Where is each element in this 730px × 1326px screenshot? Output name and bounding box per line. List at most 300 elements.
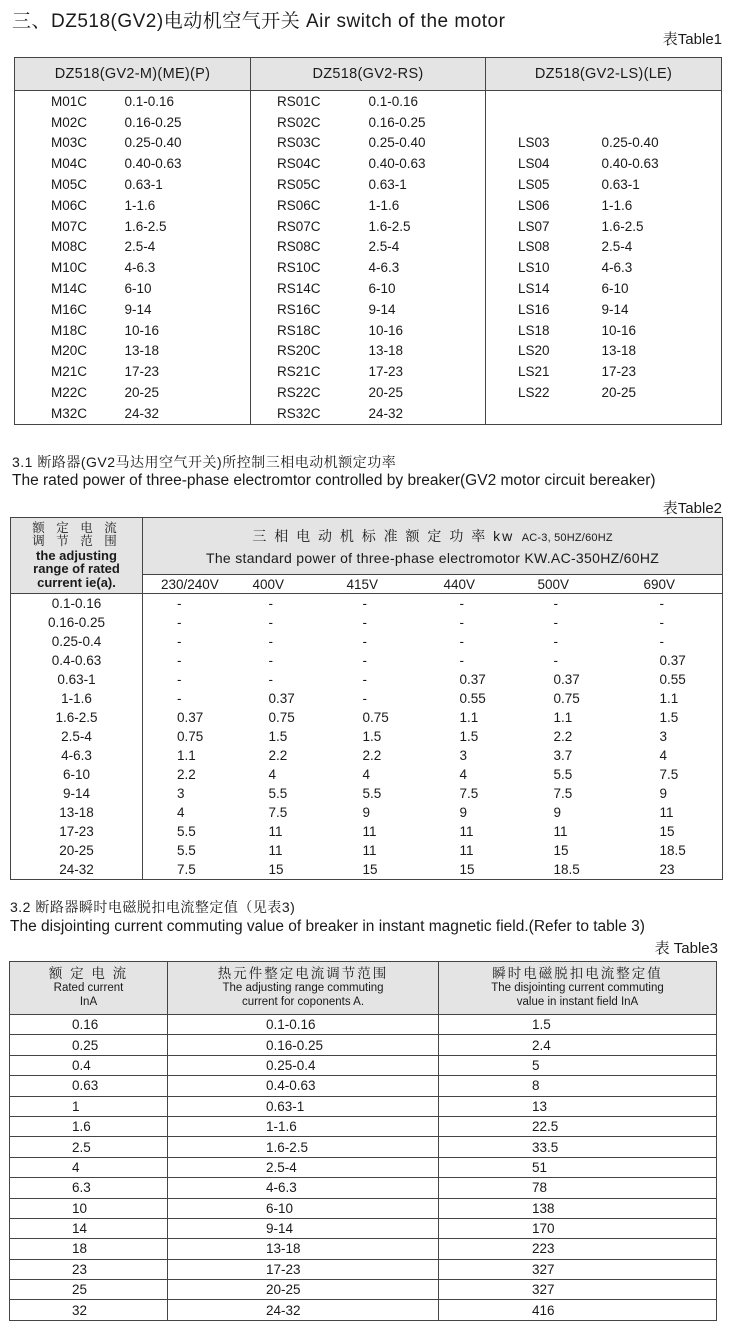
table3-cell: 327: [439, 1280, 717, 1300]
table1-cell: M01C: [51, 93, 88, 109]
table1-cell: 2.5-4: [121, 237, 251, 258]
table1-cell: RS20C: [277, 343, 321, 359]
table1-cell: [486, 112, 594, 133]
table-row: [15, 299, 722, 320]
table1-header: DZ518(GV2-LS)(LE): [486, 58, 722, 91]
power-cell: 5.5: [268, 786, 288, 801]
power-cell: 7.5: [553, 786, 573, 801]
table1-cell: 0.1-0.16: [121, 91, 251, 112]
table1-cell: 24-32: [359, 403, 486, 424]
table-row: [15, 174, 722, 195]
table1-cell: 13-18: [359, 341, 486, 362]
table3-cell: 0.16-0.25: [168, 1035, 439, 1055]
table1-cell: 10-16: [121, 320, 251, 341]
power-cell: 5.5: [553, 767, 573, 782]
table-row: [10, 1137, 717, 1157]
table3-cell: 138: [439, 1198, 717, 1218]
table3-cell: 32: [10, 1300, 168, 1320]
table3-cell: 14: [10, 1218, 168, 1238]
power-cell: 0.75: [553, 691, 580, 706]
power-cell: -: [553, 634, 558, 649]
power-cell: -: [459, 634, 464, 649]
table-row: [10, 1218, 717, 1238]
table2-top-header-small: AC-3, 50HZ/60HZ: [521, 532, 613, 544]
table3-cell: 18: [10, 1239, 168, 1259]
table1-cell: RS02C: [277, 114, 321, 130]
table2-label: 表Table2: [662, 500, 722, 517]
current-range-cell: 13-18: [11, 803, 143, 822]
table-row: [10, 1198, 717, 1218]
table-row: [11, 765, 723, 784]
table-row: [15, 382, 722, 403]
table1-cell: 10-16: [359, 320, 486, 341]
table3-cell: 0.63: [10, 1076, 168, 1096]
table1-header: DZ518(GV2-RS): [251, 58, 486, 91]
power-cell: 18.5: [659, 843, 686, 858]
power-cell: 1.1: [459, 710, 479, 725]
table1-cell: 17-23: [121, 361, 251, 382]
power-cell: 0.75: [177, 729, 204, 744]
table1-cell: 0.16-0.25: [121, 112, 251, 133]
current-range-cell: 1.6-2.5: [11, 708, 143, 727]
table1-cell: 4-6.3: [601, 260, 633, 276]
power-cell: -: [362, 615, 367, 630]
table1-cell: LS05: [518, 177, 550, 193]
table-row: [10, 1300, 717, 1320]
power-cell: 7.5: [268, 805, 288, 820]
table1-cell: 24-32: [121, 403, 251, 424]
power-cell: -: [177, 653, 182, 668]
power-cell: -: [177, 634, 182, 649]
table1-cell: LS21: [518, 364, 550, 380]
power-cell: -: [659, 596, 664, 611]
table1-cell: 2.5-4: [601, 239, 633, 255]
table-row: [11, 632, 723, 651]
table3-cell: 13-18: [168, 1239, 439, 1259]
current-range-cell: 0.63-1: [11, 670, 143, 689]
table-row: [10, 1116, 717, 1136]
table1-cell: M18C: [51, 322, 88, 338]
table3-cell: 9-14: [168, 1218, 439, 1238]
table-row: [11, 822, 723, 841]
power-cell: 5.5: [177, 843, 196, 858]
power-cell: 11: [362, 843, 377, 858]
power-cell: 1.1: [659, 691, 679, 706]
table3-cell: 327: [439, 1259, 717, 1279]
power-cell: 2.2: [177, 767, 196, 782]
power-cell: 1.5: [659, 710, 679, 725]
table1-cell: RS14C: [277, 281, 321, 297]
power-cell: -: [459, 653, 464, 668]
power-cell: 4: [459, 767, 468, 782]
current-range-cell: 20-25: [11, 841, 143, 860]
power-cell: -: [268, 596, 273, 611]
table3-cell: 0.63-1: [168, 1096, 439, 1116]
table1-cell: M05C: [51, 177, 88, 193]
table2-current-header: [11, 518, 143, 594]
table1-cell: 0.63-1: [601, 177, 640, 193]
table3-header: [439, 962, 717, 1015]
table3-header-en: current for coponents A.: [241, 996, 365, 1008]
table1-cell: RS08C: [277, 239, 321, 255]
table-row: [15, 341, 722, 362]
table1-cell: LS10: [518, 260, 550, 276]
table1-cell: 1-1.6: [121, 195, 251, 216]
table1-cell: 1.6-2.5: [121, 216, 251, 237]
table-row: [11, 613, 723, 632]
power-cell: 1.1: [177, 748, 196, 763]
table-row: [15, 91, 722, 112]
table-row: [11, 670, 723, 689]
table1-cell: [594, 403, 722, 424]
table1-cell: RS04C: [277, 156, 321, 172]
table3-cell: 6.3: [10, 1178, 168, 1198]
table-row: [10, 1055, 717, 1075]
power-cell: 11: [659, 805, 674, 820]
table1-cell: LS04: [518, 156, 550, 172]
power-cell: 15: [659, 824, 675, 839]
power-cell: 3: [459, 748, 468, 763]
table1-cell: 17-23: [359, 361, 486, 382]
table2-top-header-en: The standard power of three-phase electromotor KW.AC-350HZ/60HZ: [205, 550, 660, 566]
power-cell: -: [177, 615, 182, 630]
table1-cell: RS01C: [277, 93, 321, 109]
table2-power-header: [143, 518, 723, 575]
current-range-cell: 1-1.6: [11, 689, 143, 708]
table1-cell: M07C: [51, 218, 88, 234]
power-cell: 7.5: [659, 767, 679, 782]
power-cell: 9: [459, 805, 468, 820]
table3-header-cn: 热元件整定电流调节范围: [217, 966, 389, 981]
table3-cell: 170: [439, 1218, 717, 1238]
power-cell: -: [553, 596, 558, 611]
table3-cell: 1.5: [439, 1015, 717, 1035]
table1-cell: M21C: [51, 364, 88, 380]
table1-cell: 0.25-0.40: [121, 133, 251, 154]
section-3-2-title-en: The disjointing current commuting value of breaker in instant magnetic field.(Refer to table 3): [10, 918, 645, 935]
power-cell: -: [362, 653, 367, 668]
section-3-1-title-cn: 3.1 断路器(GV2马达用空气开关)所控制三相电动机额定功率: [12, 454, 397, 470]
table2-left-header-en-3: current ie(a).: [37, 574, 116, 590]
table1-cell: 20-25: [121, 382, 251, 403]
table-row: [15, 257, 722, 278]
table2-top-header-cn: 三 相 电 动 机 标 准 额 定 功 率 kw: [252, 528, 515, 544]
table3-cell: 8: [439, 1076, 717, 1096]
table3-cell: 0.4-0.63: [168, 1076, 439, 1096]
power-cell: 15: [459, 862, 475, 877]
table1-cell: RS22C: [277, 385, 321, 401]
table-row: [15, 320, 722, 341]
table-row: [15, 361, 722, 382]
table2-left-header-en-1: the adjusting: [36, 547, 117, 563]
table1-cell: 1-1.6: [359, 195, 486, 216]
table-row: [15, 195, 722, 216]
table3-cell: 0.4: [10, 1055, 168, 1075]
table3-cell: 10: [10, 1198, 168, 1218]
table1-cell: 6-10: [121, 278, 251, 299]
table3-header: [10, 962, 168, 1015]
table3-cell: 1: [10, 1096, 168, 1116]
power-cell: 3.7: [553, 748, 573, 763]
table3-cell: 20-25: [168, 1280, 439, 1300]
table-row: [11, 784, 723, 803]
power-cell: 5.5: [362, 786, 382, 801]
table1-cell: 4-6.3: [121, 257, 251, 278]
power-cell: 0.37: [459, 672, 486, 687]
table3: [9, 961, 717, 1321]
power-cell: 9: [553, 805, 562, 820]
table1-cell: RS16C: [277, 301, 321, 317]
power-cell: 3: [177, 786, 185, 801]
table1-cell: LS22: [518, 385, 550, 401]
table1-label: 表Table1: [662, 31, 722, 48]
power-cell: 0.75: [362, 710, 389, 725]
table1-cell: RS05C: [277, 177, 321, 193]
table-row: [11, 727, 723, 746]
table3-header: [168, 962, 439, 1015]
power-cell: 1.5: [362, 729, 382, 744]
power-cell: 15: [268, 862, 284, 877]
voltage-header: 230/240V: [143, 575, 235, 594]
table-row: [11, 689, 723, 708]
current-range-cell: 9-14: [11, 784, 143, 803]
table3-cell: 17-23: [168, 1259, 439, 1279]
power-cell: 11: [459, 843, 474, 858]
table1-cell: 9-14: [601, 301, 629, 317]
page-title: 三、DZ518(GV2)电动机空气开关 Air switch of the motor: [12, 11, 506, 32]
table1-header: DZ518(GV2-M)(ME)(P): [15, 58, 251, 91]
power-cell: -: [553, 615, 558, 630]
power-cell: 9: [659, 786, 668, 801]
table1-cell: 1.6-2.5: [601, 218, 644, 234]
table-row: [11, 860, 723, 880]
table1-cell: 20-25: [359, 382, 486, 403]
table3-header-en: value in instant field InA: [516, 996, 639, 1008]
power-cell: -: [177, 691, 182, 706]
current-range-cell: 0.4-0.63: [11, 651, 143, 670]
table1-cell: 1.6-2.5: [359, 216, 486, 237]
voltage-header: 400V: [235, 575, 329, 594]
table1-cell: LS14: [518, 281, 550, 297]
power-cell: 0.37: [553, 672, 580, 687]
table-row: [10, 1096, 717, 1116]
table1-cell: LS03: [518, 135, 550, 151]
table1-cell: M08C: [51, 239, 88, 255]
table-row: [10, 1015, 717, 1035]
table-row: [15, 278, 722, 299]
table3-cell: 4: [10, 1157, 168, 1177]
table1-cell: 0.40-0.63: [121, 153, 251, 174]
table1-cell: RS10C: [277, 260, 321, 276]
table1-cell: M32C: [51, 405, 88, 421]
table1-cell: 2.5-4: [359, 237, 486, 258]
table-row: [10, 1035, 717, 1055]
table3-cell: 23: [10, 1259, 168, 1279]
power-cell: 2.2: [553, 729, 573, 744]
power-cell: -: [362, 672, 367, 687]
power-cell: -: [268, 634, 273, 649]
power-cell: 0.37: [177, 710, 204, 725]
table1-cell: RS06C: [277, 197, 321, 213]
table1-cell: RS18C: [277, 322, 321, 338]
table1-cell: M04C: [51, 156, 88, 172]
table1-cell: 4-6.3: [359, 257, 486, 278]
table1-cell: 0.1-0.16: [359, 91, 486, 112]
power-cell: 9: [362, 805, 371, 820]
table1-cell: M22C: [51, 385, 88, 401]
table1-cell: 20-25: [601, 385, 637, 401]
table-row: [15, 112, 722, 133]
power-cell: 7.5: [459, 786, 479, 801]
power-cell: 11: [268, 843, 283, 858]
power-cell: -: [177, 672, 182, 687]
power-cell: 0.55: [659, 672, 686, 687]
table3-cell: 0.16: [10, 1015, 168, 1035]
power-cell: 11: [459, 824, 474, 839]
table2-left-header-en-2: range of rated: [33, 561, 120, 577]
table3-cell: 2.4: [439, 1035, 717, 1055]
power-cell: 1.1: [553, 710, 573, 725]
table3-cell: 1-1.6: [168, 1116, 439, 1136]
power-cell: 11: [362, 824, 377, 839]
power-cell: -: [459, 615, 464, 630]
power-cell: 1.5: [268, 729, 288, 744]
section-3-2-title-cn: 3.2 断路器瞬时电磁脱扣电流整定值（见表3): [10, 899, 296, 915]
table-row: [10, 1259, 717, 1279]
power-cell: -: [268, 653, 273, 668]
power-cell: 7.5: [177, 862, 196, 877]
table-row: [10, 1178, 717, 1198]
table1-cell: 13-18: [121, 341, 251, 362]
power-cell: -: [659, 634, 664, 649]
table3-cell: 223: [439, 1239, 717, 1259]
table1-cell: LS08: [518, 239, 550, 255]
table3-header-en: The disjointing current commuting: [491, 982, 664, 994]
table3-header-cn: 额 定 电 流: [48, 966, 129, 981]
table1-cell: 9-14: [359, 299, 486, 320]
table3-cell: 5: [439, 1055, 717, 1075]
table1-cell: LS06: [518, 197, 550, 213]
table1-cell: LS20: [518, 343, 550, 359]
table1-cell: M14C: [51, 281, 88, 297]
table1-cell: RS07C: [277, 218, 321, 234]
table1-cell: 0.25-0.40: [359, 133, 486, 154]
table1-cell: [594, 112, 722, 133]
table1-cell: 13-18: [601, 343, 637, 359]
table-row: [10, 1157, 717, 1177]
power-cell: 23: [659, 862, 675, 877]
current-range-cell: 4-6.3: [11, 746, 143, 765]
table3-cell: 2.5-4: [168, 1157, 439, 1177]
table3-cell: 6-10: [168, 1198, 439, 1218]
table1-cell: [486, 403, 594, 424]
table-row: [11, 594, 723, 614]
power-cell: 0.55: [459, 691, 486, 706]
current-range-cell: 2.5-4: [11, 727, 143, 746]
power-cell: -: [362, 634, 367, 649]
power-cell: 4: [659, 748, 668, 763]
table-row: [11, 841, 723, 860]
current-range-cell: 0.16-0.25: [11, 613, 143, 632]
table1-cell: 0.40-0.63: [359, 153, 486, 174]
power-cell: -: [362, 691, 367, 706]
power-cell: -: [459, 596, 464, 611]
table1-cell: 0.40-0.63: [601, 156, 659, 172]
table3-cell: 0.25: [10, 1035, 168, 1055]
power-cell: -: [659, 615, 664, 630]
current-range-cell: 0.1-0.16: [11, 594, 143, 614]
table1-cell: M10C: [51, 260, 88, 276]
table-row: [11, 651, 723, 670]
table1-cell: 0.63-1: [121, 174, 251, 195]
power-cell: 11: [268, 824, 283, 839]
table1-cell: LS18: [518, 322, 550, 338]
table3-cell: 0.25-0.4: [168, 1055, 439, 1075]
power-cell: 11: [553, 824, 568, 839]
table1-cell: M20C: [51, 343, 88, 359]
table1-cell: [486, 91, 594, 112]
table-row: [11, 803, 723, 822]
table1-cell: M06C: [51, 197, 88, 213]
table2-left-header-cn-2: 调 节 范 围: [32, 534, 121, 549]
table1-cell: M02C: [51, 114, 88, 130]
table1-cell: RS03C: [277, 135, 321, 151]
table-row: [15, 403, 722, 424]
power-cell: 0.37: [268, 691, 295, 706]
table3-header-en: The adjusting range commuting: [222, 982, 384, 994]
table3-cell: 416: [439, 1300, 717, 1320]
table-row: [15, 133, 722, 154]
power-cell: 0.37: [659, 653, 686, 668]
table3-cell: 0.1-0.16: [168, 1015, 439, 1035]
table2-left-header-cn-1: 额 定 电 流: [32, 520, 121, 535]
table3-label: 表 Table3: [654, 940, 718, 957]
power-cell: 2.2: [268, 748, 288, 763]
table3-cell: 51: [439, 1157, 717, 1177]
table3-cell: 22.5: [439, 1116, 717, 1136]
table2: [10, 517, 723, 880]
voltage-header: 440V: [426, 575, 520, 594]
table-row: [10, 1239, 717, 1259]
table1-cell: 10-16: [601, 322, 637, 338]
voltage-header: 690V: [626, 575, 723, 594]
power-cell: 0.75: [268, 710, 295, 725]
table1: [14, 57, 722, 425]
table3-cell: 2.5: [10, 1137, 168, 1157]
table-row: [10, 1076, 717, 1096]
table1-cell: LS16: [518, 301, 550, 317]
table1-cell: 0.25-0.40: [601, 135, 659, 151]
power-cell: 2.2: [362, 748, 382, 763]
table3-cell: 24-32: [168, 1300, 439, 1320]
power-cell: -: [553, 653, 558, 668]
table1-cell: 6-10: [359, 278, 486, 299]
table-row: [15, 237, 722, 258]
power-cell: 4: [362, 767, 371, 782]
table3-cell: 25: [10, 1280, 168, 1300]
table3-cell: 4-6.3: [168, 1178, 439, 1198]
table1-cell: RS21C: [277, 364, 321, 380]
table3-cell: 33.5: [439, 1137, 717, 1157]
power-cell: 15: [362, 862, 378, 877]
power-cell: -: [362, 596, 367, 611]
power-cell: -: [268, 615, 273, 630]
table3-cell: 78: [439, 1178, 717, 1198]
power-cell: -: [177, 596, 182, 611]
table1-cell: 6-10: [601, 281, 629, 297]
table3-header-cn: 瞬时电磁脱扣电流整定值: [492, 966, 663, 981]
current-range-cell: 24-32: [11, 860, 143, 880]
